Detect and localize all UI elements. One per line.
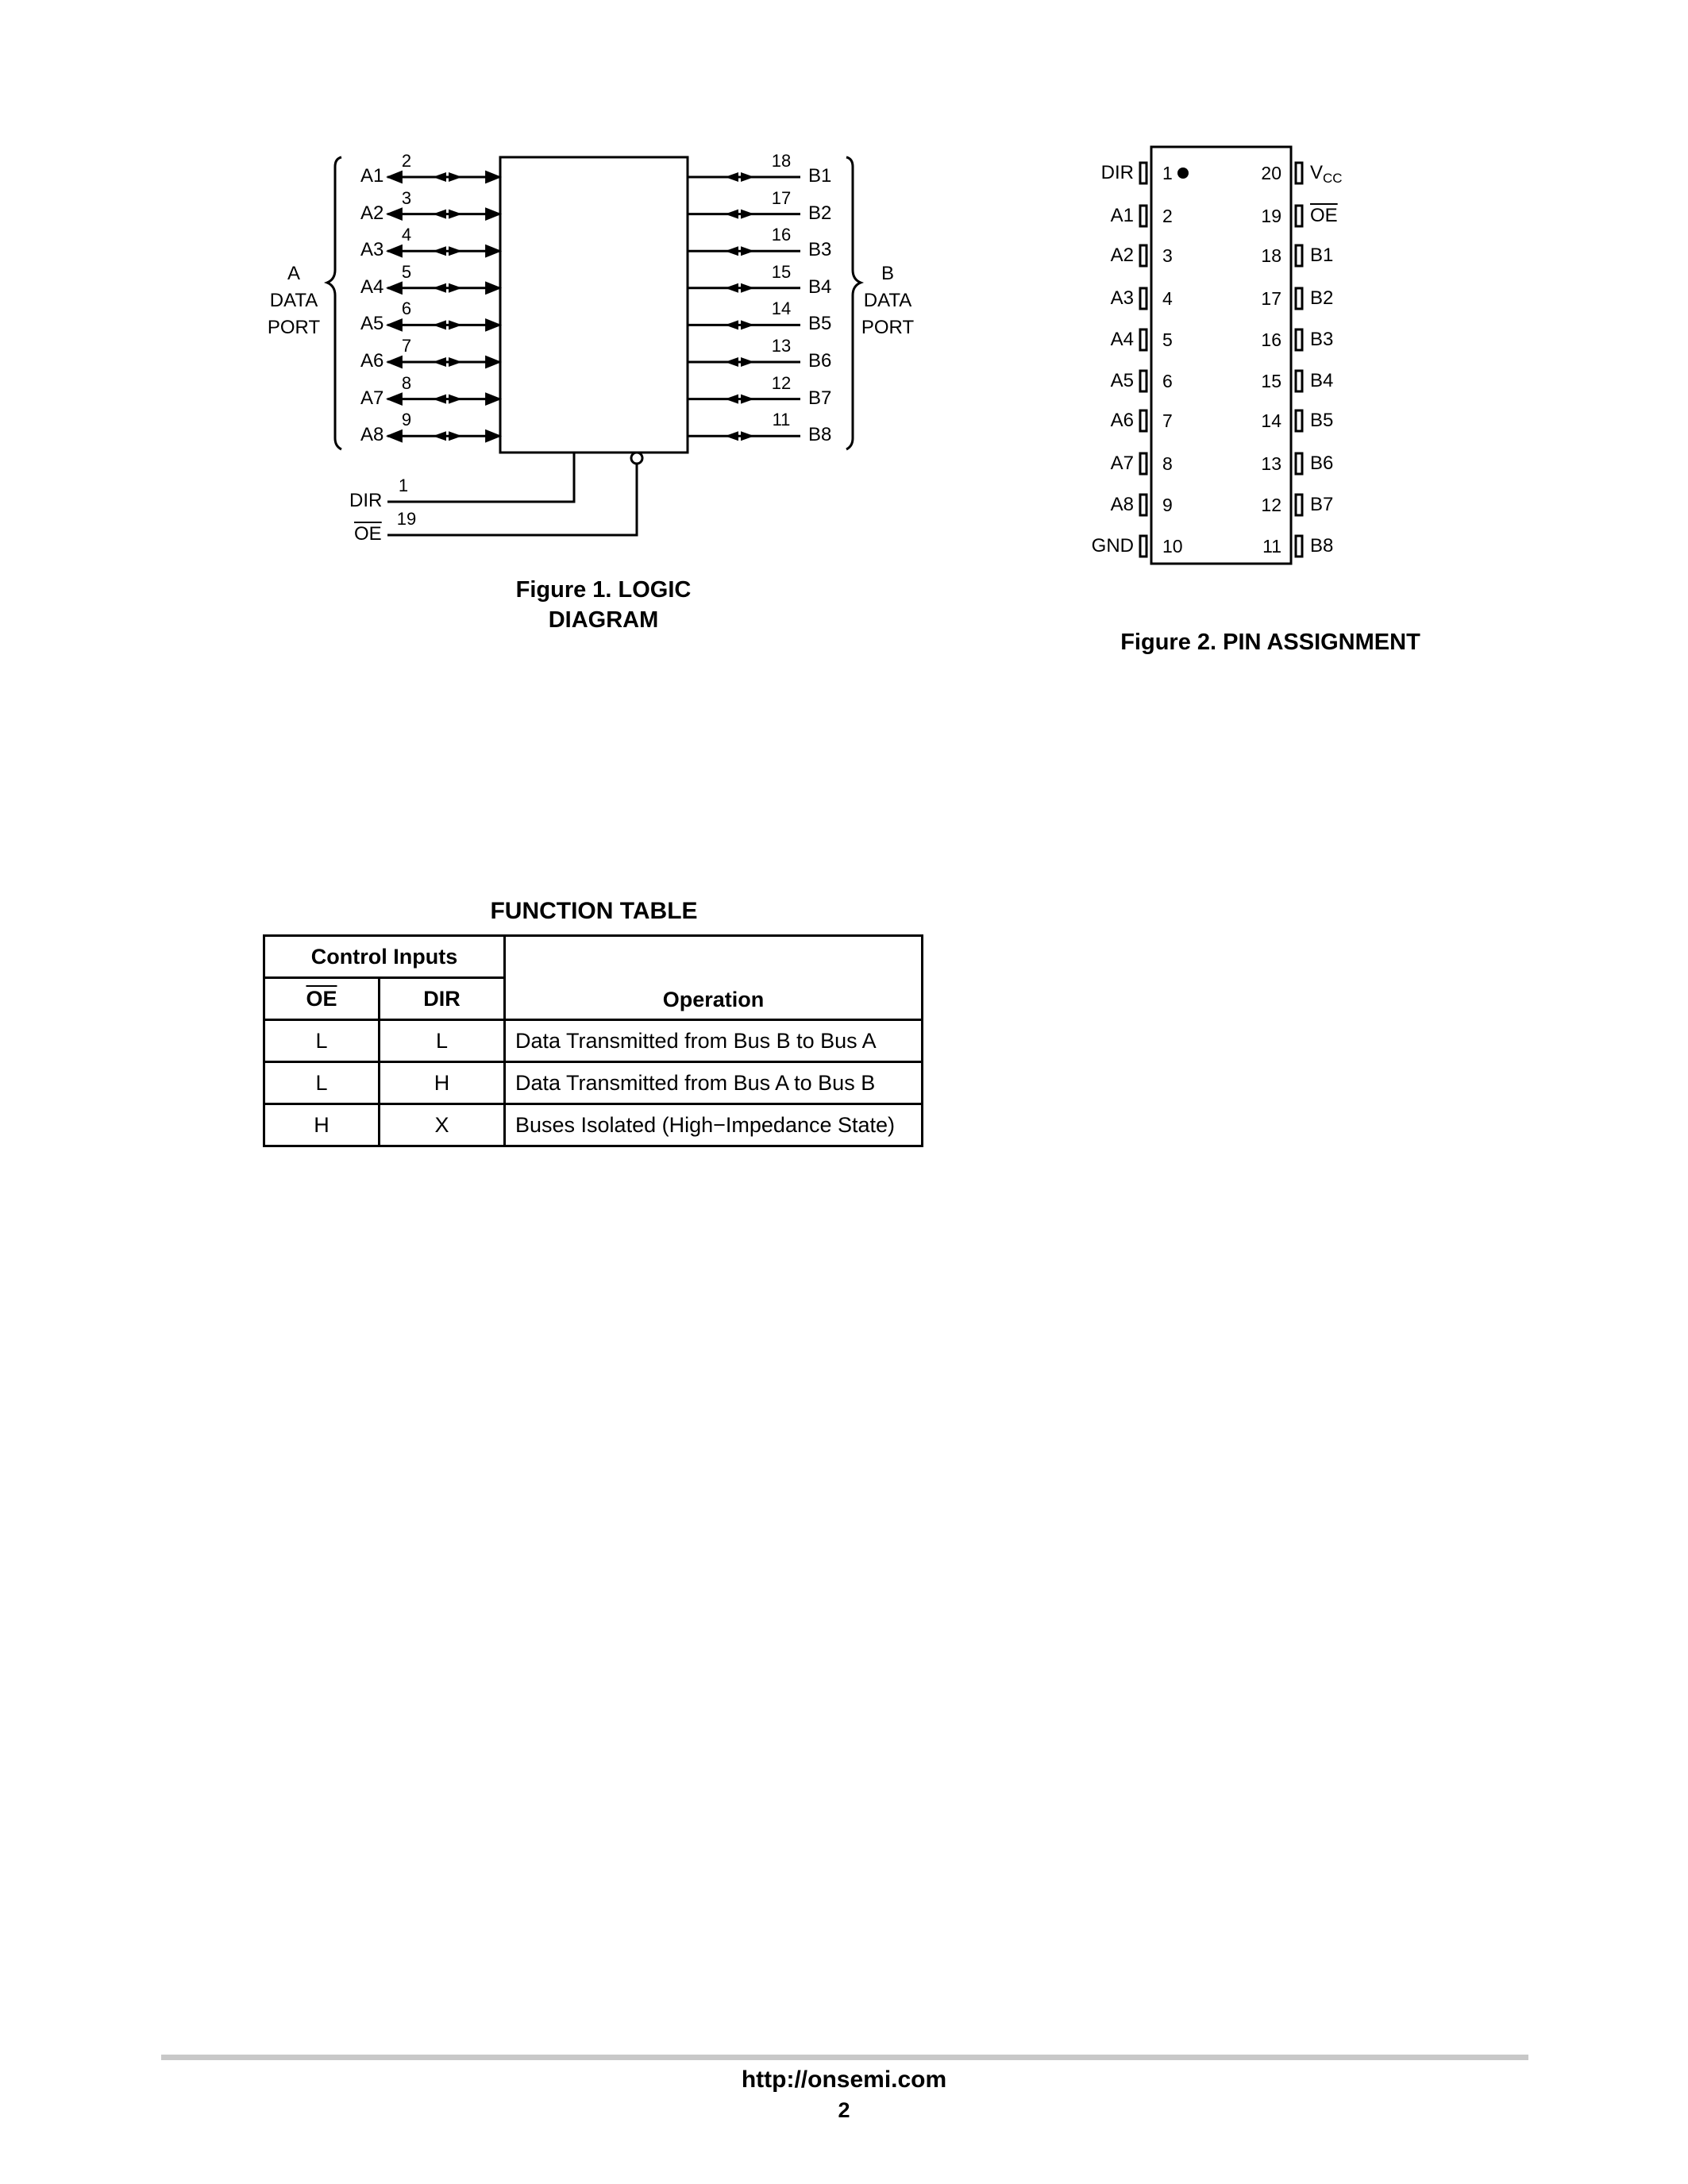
footer-url: http://onsemi.com — [741, 2067, 947, 2093]
left-pin-number: 1 — [1162, 163, 1173, 183]
right-pin-stub — [1296, 536, 1302, 557]
left-pin-stub — [1140, 371, 1147, 391]
b-bus-arrow-in — [725, 395, 738, 404]
left-pin-number: 3 — [1162, 245, 1173, 266]
a-pin-number: 9 — [401, 410, 412, 430]
a-pin-number: 5 — [401, 261, 412, 282]
a-bus-arrow-in — [433, 246, 446, 256]
oe-column-header: $\overline{OE}$ — [264, 978, 380, 1020]
b-bus-arrow-out — [741, 210, 754, 219]
b-bus-arrow-out — [741, 246, 754, 256]
a-bus-arrow-out — [449, 283, 462, 293]
right-pin-stub — [1296, 288, 1302, 309]
right-pin-stub — [1296, 329, 1302, 350]
oe-cell: L — [264, 1020, 380, 1062]
left-pin-number: 10 — [1162, 536, 1183, 557]
right-pin-label: B5 — [1310, 410, 1334, 431]
left-pin-stub — [1140, 245, 1147, 266]
operation-cell: Data Transmitted from Bus A to Bus B — [505, 1062, 923, 1104]
right-pin-label: $\overline{OE}$ — [1310, 205, 1338, 226]
right-pin-stub — [1296, 371, 1302, 391]
a-pin-number: 2 — [401, 151, 412, 171]
b-pin-number: 15 — [771, 261, 792, 282]
operation-cell: Buses Isolated (High−Impedance State) — [505, 1104, 923, 1146]
right-pin-label: $V_{CC}$ — [1310, 162, 1343, 186]
b-data-port-label: B DATA PORT — [861, 263, 915, 338]
b-pin-label: B8 — [808, 424, 832, 446]
dir-label: DIR — [349, 490, 383, 511]
left-pin-label: A5 — [1110, 370, 1134, 391]
right-pin-number: 14 — [1261, 410, 1281, 431]
b-bus-arrow-out — [741, 320, 754, 329]
a-bus-arrow-in — [433, 357, 446, 367]
b-pin-label: B4 — [808, 275, 832, 298]
b-pin-label: B5 — [808, 313, 832, 335]
a-bus-arrow-out — [449, 320, 462, 329]
right-pin-stub — [1296, 245, 1302, 266]
dir-cell: X — [380, 1104, 505, 1146]
a-pin-number: 4 — [401, 225, 412, 245]
a-pin-label: A3 — [360, 239, 384, 261]
figure1-caption: Figure 1. LOGIC DIAGRAM — [515, 577, 692, 633]
right-pin-stub — [1296, 163, 1302, 183]
operation-cell: Data Transmitted from Bus B to Bus A — [505, 1020, 923, 1062]
a-bus-arrow-out — [449, 431, 462, 441]
pin-label-subscript: CC — [1323, 171, 1343, 186]
b-bus-arrow-in — [725, 283, 738, 293]
right-pin-number: 17 — [1261, 288, 1281, 309]
footer-divider — [161, 2055, 1528, 2060]
a-pin-label: A6 — [360, 350, 384, 372]
dir-column-header: DIR — [380, 978, 505, 1020]
table-row — [264, 1104, 923, 1146]
right-pin-label: B8 — [1310, 535, 1334, 557]
left-pin-number: 9 — [1162, 495, 1173, 515]
right-pin-label: B4 — [1310, 370, 1334, 391]
left-pin-stub — [1140, 329, 1147, 350]
right-pin-number: 13 — [1261, 453, 1281, 474]
right-pin-number: 20 — [1261, 163, 1281, 183]
logic-diagram — [262, 143, 977, 556]
a-pin-label: A4 — [360, 275, 384, 298]
b-bus-arrow-out — [741, 395, 754, 404]
oe-pin-number: 19 — [396, 509, 417, 529]
a-bus-arrow-out — [449, 210, 462, 219]
b-pin-label: B1 — [808, 165, 832, 187]
a-port-brace — [327, 157, 341, 449]
right-pin-stub — [1296, 206, 1302, 226]
left-pin-number: 2 — [1162, 206, 1173, 226]
left-pin-label: A1 — [1110, 205, 1134, 226]
left-pin-stub — [1140, 453, 1147, 474]
left-pin-label: DIR — [1100, 162, 1134, 183]
table-row — [264, 1062, 923, 1104]
right-pin-label: B7 — [1310, 494, 1334, 515]
function-table-title: FUNCTION TABLE — [490, 898, 698, 924]
right-pin-number: 11 — [1262, 536, 1281, 557]
a-data-port-label: A DATA PORT — [267, 263, 321, 338]
left-pin-stub — [1140, 288, 1147, 309]
oe-cell: L — [264, 1062, 380, 1104]
oe-inversion-bubble — [631, 453, 642, 464]
right-pin-number: 16 — [1261, 329, 1281, 350]
b-bus-arrow-in — [725, 357, 738, 367]
b-pin-number: 18 — [771, 151, 792, 171]
right-pin-stub — [1296, 453, 1302, 474]
b-pin-number: 14 — [771, 299, 792, 319]
dir-pin-number: 1 — [398, 476, 409, 495]
right-pin-stub — [1296, 410, 1302, 431]
left-pin-number: 6 — [1162, 371, 1173, 391]
function-table — [263, 934, 923, 1147]
left-pin-number: 5 — [1162, 329, 1173, 350]
a-bus-arrow-out — [449, 246, 462, 256]
a-pin-label: A1 — [360, 165, 384, 187]
a-pin-number: 7 — [401, 336, 412, 356]
left-pin-label: A2 — [1110, 245, 1134, 266]
a-bus-arrow-out — [449, 172, 462, 182]
b-bus-arrow-out — [741, 283, 754, 293]
b-bus-arrow-in — [725, 246, 738, 256]
b-pin-label: B3 — [808, 239, 832, 261]
b-bus-arrow-in — [725, 210, 738, 219]
a-bus-arrow-in — [433, 283, 446, 293]
left-pin-label: A3 — [1110, 287, 1134, 309]
dir-cell: L — [380, 1020, 505, 1062]
left-pin-label: A7 — [1110, 453, 1134, 474]
oe-line — [387, 464, 637, 535]
left-pin-stub — [1140, 410, 1147, 431]
b-bus-arrow-in — [725, 431, 738, 441]
b-pin-number: 17 — [771, 187, 792, 208]
b-bus-arrow-out — [741, 431, 754, 441]
a-pin-label: A7 — [360, 387, 384, 409]
b-pin-number: 16 — [771, 225, 792, 245]
b-pin-label: B7 — [808, 387, 832, 409]
a-pin-label: A2 — [360, 202, 384, 224]
left-pin-label: A4 — [1110, 329, 1134, 350]
a-bus-arrow-in — [433, 320, 446, 329]
b-bus-arrow-in — [725, 172, 738, 182]
right-pin-stub — [1296, 495, 1302, 515]
left-pin-stub — [1140, 495, 1147, 515]
page-number: 2 — [838, 2098, 850, 2122]
b-bus-arrow-out — [741, 172, 754, 182]
oe-cell: H — [264, 1104, 380, 1146]
a-pin-label: A8 — [360, 424, 384, 446]
b-pin-label: B6 — [808, 350, 832, 372]
a-bus-arrow-in — [433, 431, 446, 441]
b-bus-arrow-in — [725, 320, 738, 329]
right-pin-label: B1 — [1310, 245, 1334, 266]
b-pin-number: 12 — [771, 372, 792, 393]
right-pin-number: 19 — [1261, 206, 1281, 226]
right-pin-label: B2 — [1310, 287, 1334, 309]
left-pin-number: 7 — [1162, 410, 1173, 431]
left-pin-stub — [1140, 206, 1147, 226]
a-bus-arrow-out — [449, 357, 462, 367]
table-row — [264, 1020, 923, 1062]
left-pin-stub — [1140, 163, 1147, 183]
operation-header: Operation — [505, 936, 923, 1020]
b-bus-arrow-out — [741, 357, 754, 367]
control-inputs-header: Control Inputs — [264, 936, 505, 978]
right-pin-label: B3 — [1310, 329, 1334, 350]
right-pin-label: B6 — [1310, 453, 1334, 474]
b-pin-number: 11 — [772, 410, 791, 430]
right-pin-number: 18 — [1261, 245, 1281, 266]
oe-label: $\overline{OE}$ — [354, 523, 382, 545]
a-pin-label: A5 — [360, 313, 384, 335]
left-pin-stub — [1140, 536, 1147, 557]
a-bus-arrow-in — [433, 210, 446, 219]
right-pin-number: 15 — [1261, 371, 1281, 391]
b-pin-label: B2 — [808, 202, 832, 224]
a-bus-arrow-out — [449, 395, 462, 404]
left-pin-label: A6 — [1110, 410, 1134, 431]
left-pin-label: GND — [1091, 535, 1134, 557]
a-bus-arrow-in — [433, 172, 446, 182]
figure2-caption: Figure 2. PIN ASSIGNMENT — [1120, 630, 1420, 655]
pin1-indicator-dot — [1177, 168, 1189, 179]
a-pin-number: 8 — [401, 372, 412, 393]
a-pin-number: 3 — [401, 187, 412, 208]
left-pin-number: 4 — [1162, 288, 1173, 309]
dir-cell: H — [380, 1062, 505, 1104]
b-pin-number: 13 — [771, 336, 792, 356]
right-pin-number: 12 — [1261, 495, 1281, 515]
a-pin-number: 6 — [401, 299, 412, 319]
left-pin-number: 8 — [1162, 453, 1173, 474]
transceiver-block — [500, 157, 688, 453]
left-pin-label: A8 — [1110, 494, 1134, 515]
a-bus-arrow-in — [433, 395, 446, 404]
pin-assignment — [1080, 143, 1437, 587]
